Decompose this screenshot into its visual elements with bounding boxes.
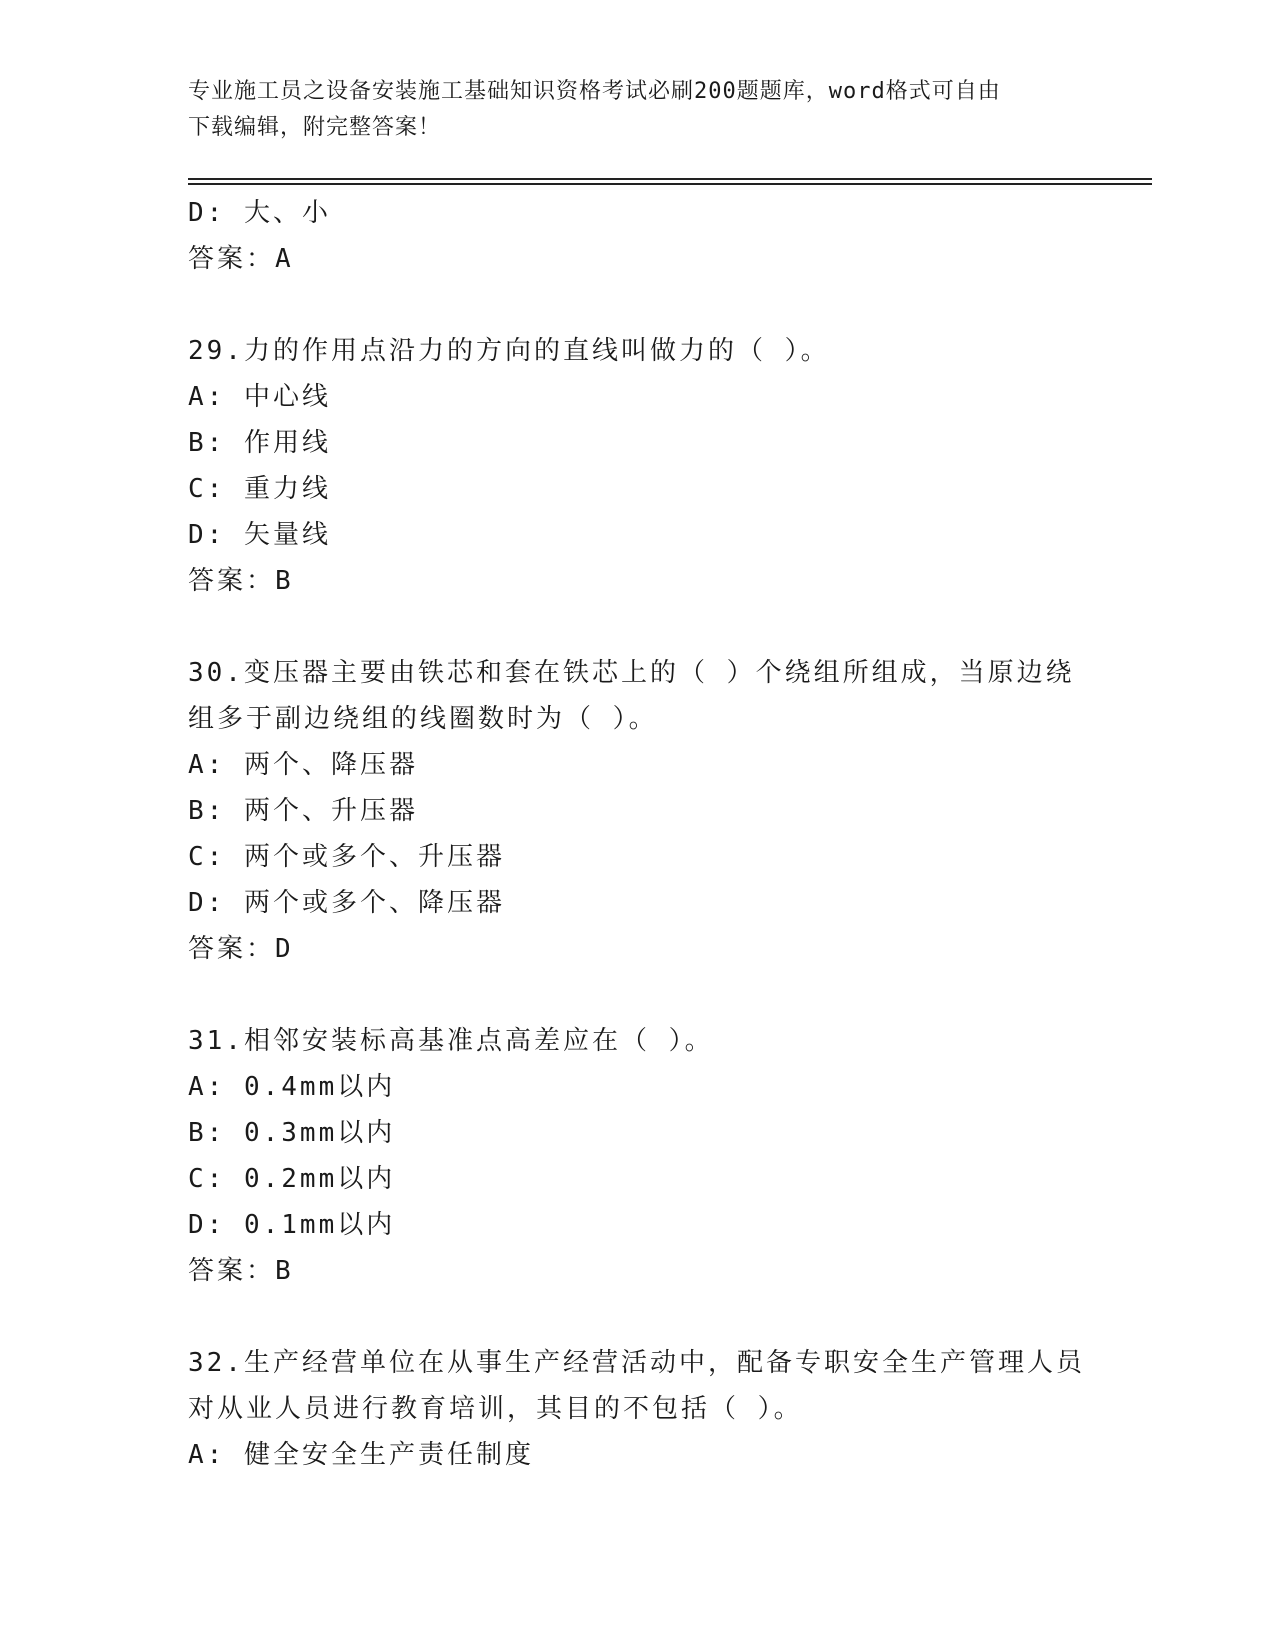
question-stem: 29.力的作用点沿力的方向的直线叫做力的（ ）。 — [188, 336, 830, 366]
header-line-1: 专业施工员之设备安装施工基础知识资格考试必刷200题题库，word格式可自由 — [188, 79, 1001, 104]
question-stem: 30.变压器主要由铁芯和套在铁芯上的（ ）个绕组所组成，当原边绕 — [188, 658, 1075, 688]
answer: 答案：B — [188, 1256, 294, 1286]
option-c: C: 重力线 — [188, 474, 331, 504]
option-d: D: 矢量线 — [188, 520, 331, 550]
option-a: A: 中心线 — [188, 382, 331, 412]
spacer — [188, 604, 1088, 650]
question-32 — [188, 1340, 1088, 1478]
question-list — [188, 190, 1088, 1478]
option-d: D: 两个或多个、降压器 — [188, 888, 505, 918]
document-header — [188, 74, 1088, 146]
header-rule-bottom — [188, 183, 1152, 185]
option-d: D: 0.1mm以内 — [188, 1210, 396, 1240]
question-30 — [188, 650, 1088, 972]
question-stem-continued: 组多于副边绕组的线圈数时为（ ）。 — [188, 704, 658, 734]
question-stem: 32.生产经营单位在从事生产经营活动中，配备专职安全生产管理人员 — [188, 1348, 1085, 1378]
spacer — [188, 1294, 1088, 1340]
spacer — [188, 282, 1088, 328]
option-c: C: 两个或多个、升压器 — [188, 842, 505, 872]
spacer — [188, 972, 1088, 1018]
question-29 — [188, 328, 1088, 604]
option-b: B: 两个、升压器 — [188, 796, 418, 826]
option-c: C: 0.2mm以内 — [188, 1164, 396, 1194]
question-stem-continued: 对从业人员进行教育培训，其目的不包括（ ）。 — [188, 1394, 803, 1424]
question-stem: 31.相邻安装标高基准点高差应在（ ）。 — [188, 1026, 714, 1056]
option-a: A: 0.4mm以内 — [188, 1072, 396, 1102]
option-a: A: 两个、降压器 — [188, 750, 418, 780]
header-line-2: 下载编辑，附完整答案！ — [188, 115, 442, 140]
header-rule-top — [188, 178, 1152, 180]
answer: 答案：D — [188, 934, 294, 964]
option-a: A: 健全安全生产责任制度 — [188, 1440, 534, 1470]
answer: 答案：B — [188, 566, 294, 596]
prev-option-d: D: 大、小 — [188, 198, 331, 228]
prev-answer: 答案：A — [188, 244, 294, 274]
option-b: B: 作用线 — [188, 428, 331, 458]
question-31 — [188, 1018, 1088, 1294]
option-b: B: 0.3mm以内 — [188, 1118, 396, 1148]
